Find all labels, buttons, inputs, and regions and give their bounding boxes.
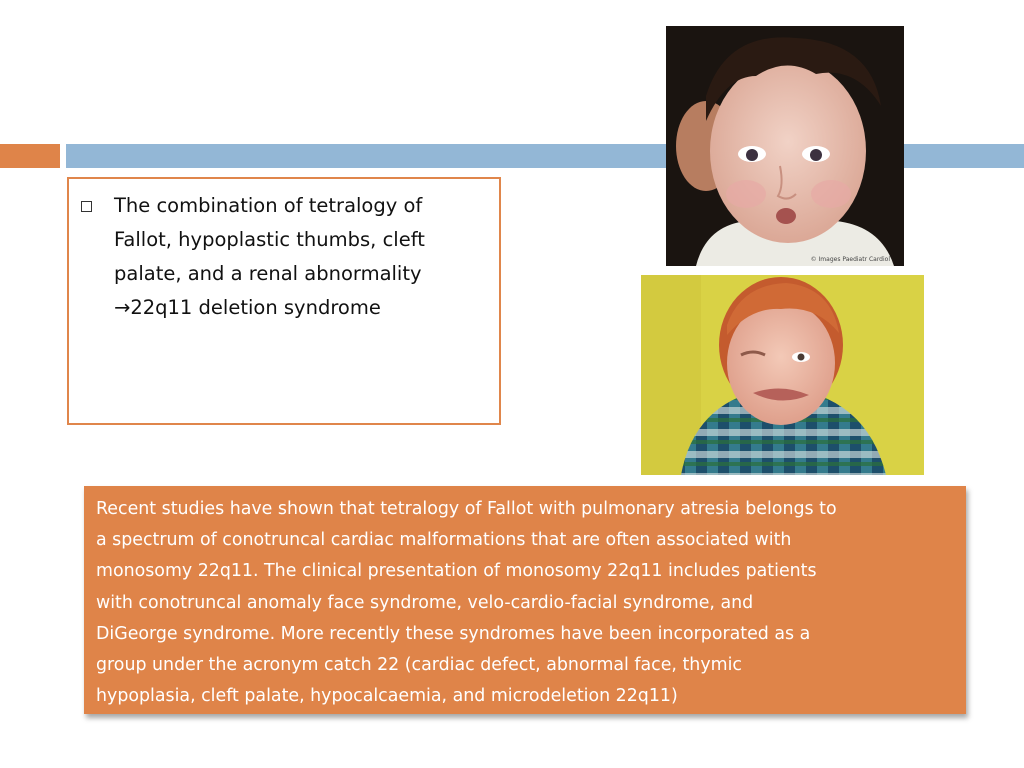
bullet-item [81, 189, 486, 325]
photo-child-2 [641, 275, 924, 475]
child-portrait-icon [666, 26, 904, 266]
photo-child-1 [666, 26, 904, 266]
square-bullet-icon [81, 201, 92, 212]
bullet-text: The combination of tetralogy of Fallot, hypoplastic thumbs, cleft palate, and a renal abnormality →22q11 deletion syndrome [114, 194, 425, 319]
bullet-textbox [67, 177, 501, 425]
child-portrait-icon [641, 275, 924, 475]
info-callout [84, 486, 966, 714]
callout-text: Recent studies have shown that tetralogy of Fallot with pulmonary atresia belongs to a spectrum of conotruncal cardiac malformations that are often associated with monosomy 22q11. The clinical presentation of monosomy 22q11 includes patients with conotruncal anomaly face syndrome, velo-cardio-facial syndrome, and DiGeorge syndrome. More recently these syndromes have been incorporated as a group under the acronym catch 22 (cardiac defect, abnormal face, thymic hypoplasia, cleft palate, hypocalcaemia, and microdeletion 22q11) [96, 499, 837, 707]
photo-credit: © Images Paediatr Cardiol [810, 256, 890, 263]
header-band-orange [0, 144, 60, 168]
